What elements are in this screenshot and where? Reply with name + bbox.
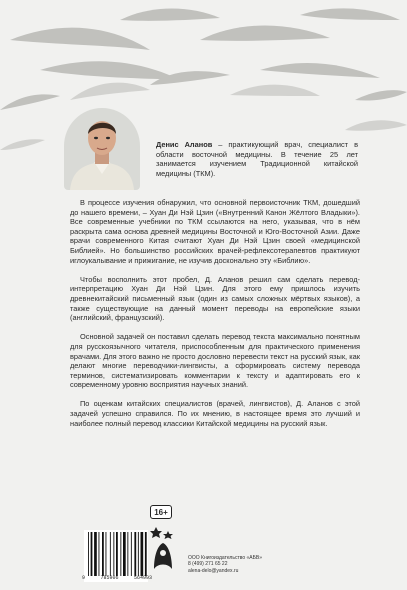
author-photo xyxy=(64,108,140,190)
paragraph: Чтобы восполнить этот пробел, Д. Аланов решил сам сделать перевод-интерпретацию Хуан Ди Нэй Цзин. Для этого ему пришлось изучить древнекитайский письменный язык (один из самых сложных мёртвых языков), а также существующие на данный момент переводы на европейские языки (английский, французский). xyxy=(70,274,360,323)
publisher-info xyxy=(188,555,308,574)
barcode-digits xyxy=(82,575,152,581)
publisher-email: alena-delo@yandex.ru xyxy=(188,567,239,574)
annotation-body xyxy=(70,198,360,438)
barcode-digit-group: 785906 xyxy=(100,575,119,581)
age-rating-badge: 16+ xyxy=(150,505,172,519)
author-intro-text: – практикующий врач, специалист в области восточной медицины. В течение 25 лет занимается изучением Традиционной китайской медицины (ТКМ). xyxy=(156,140,358,178)
barcode-digit-group: 9 xyxy=(82,575,86,581)
paragraph: Основной задачей он поставил сделать перевод текста максимально понятным для русскоязычного читателя, приспособленным для практического применения врачами. Для этого важно не просто дословно перевести текст на русский язык, как делают многие переводчики-лингвисты, а сформировать систему перевода терминов, систематизировать комментарии к тексту и адаптировать его к современному уровню восприятия научных знаний. xyxy=(70,332,360,390)
paragraph: По оценкам китайских специалистов (врачей, лингвистов), Д. Аланов с этой задачей успешно справился. По их мнению, в настоящее время это лучший и наиболее полный перевод классики Китайской медицины на русский язык. xyxy=(70,399,360,428)
barcode-digit-group: 564993 xyxy=(133,575,152,581)
author-intro xyxy=(156,140,358,178)
publisher-logo-icon xyxy=(148,525,178,571)
author-name: Денис Аланов xyxy=(156,140,213,149)
publisher-phone: 8 (499) 271 65 22 xyxy=(188,561,228,568)
publisher-name: ООО Книгоиздательство «АБВ» xyxy=(188,555,263,561)
author-portrait-image xyxy=(64,108,140,190)
paragraph: В процессе изучения обнаружил, что основной первоисточник ТКМ, дошедший до нашего времени, – Хуан Ди Нэй Цзин («Внутренний Канон Жёлтого Владыки»). Все современные учебники по ТКМ ссылаются на него, указывая, что в нём раскрыта сама основа древней медицины Восточной и Юго-Восточной Азии. Даже врачи современного Китая считают Хуан Ди Нэй Цзин своей «медицинской Библией». Но большинство российских врачей-рефлексотерапевтов практикуют иглоукалывание и прижигание, не изучив досконально эту «Библию». xyxy=(70,198,360,265)
